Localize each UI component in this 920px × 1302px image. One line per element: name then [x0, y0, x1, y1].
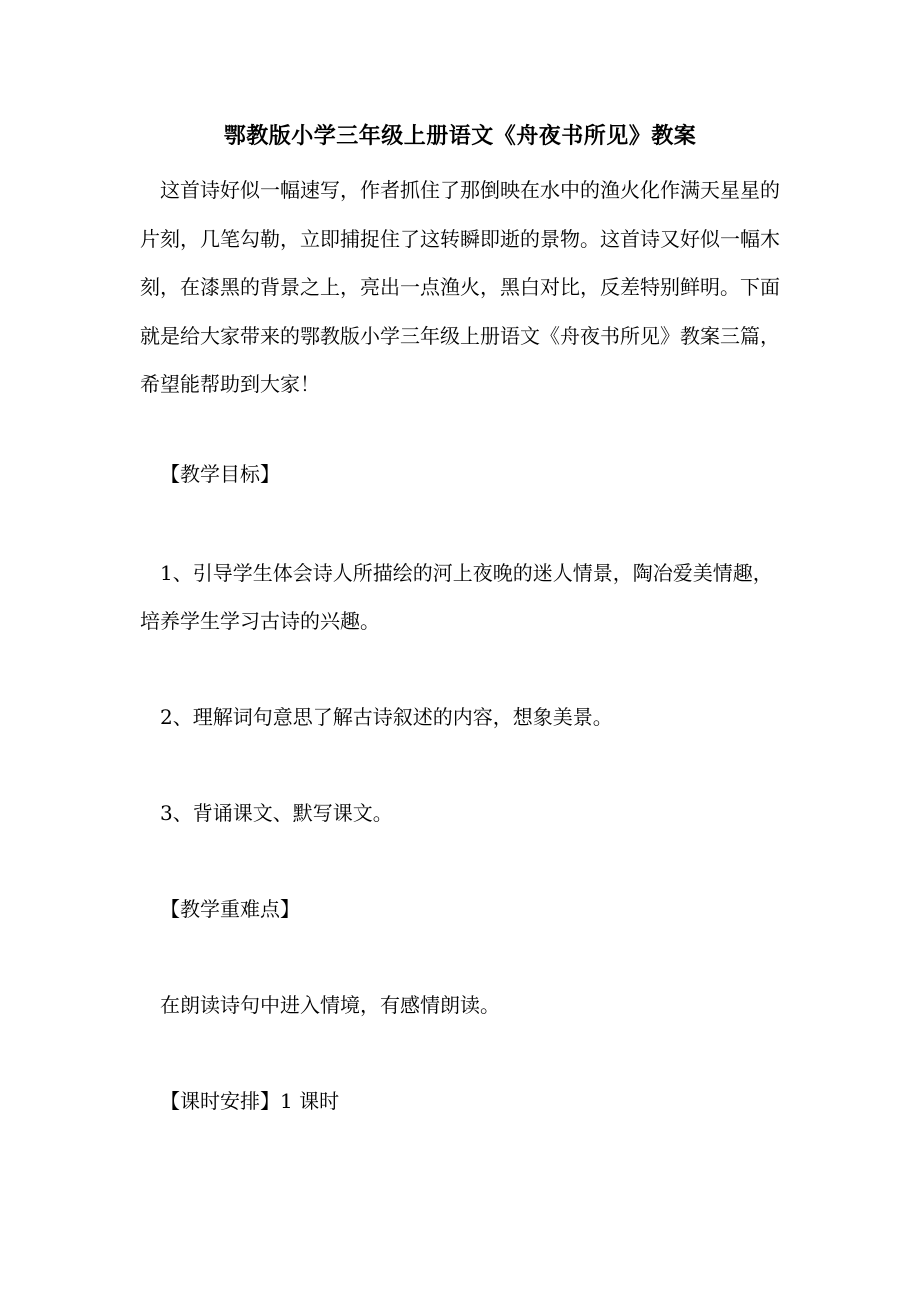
- objective-item-1: 1、引导学生体会诗人所描绘的河上夜晚的迷人情景，陶冶爱美情趣，培养学生学习古诗的兴趣。: [140, 561, 773, 633]
- keypoints-text: 在朗读诗句中进入情境，有感情朗读。: [160, 993, 500, 1017]
- keypoints-heading: 【教学重难点】: [160, 897, 300, 921]
- intro-paragraph: 这首诗好似一幅速写，作者抓住了那倒映在水中的渔火化作满天星星的片刻，几笔勾勒，立即捕捉住了这转瞬即逝的景物。这首诗又好似一幅木刻，在漆黑的背景之上，亮出一点渔火，黑白对比，反差特别鲜明。下面就是给大家带来的鄂教版小学三年级上册语文《舟夜书所见》教案三篇，希望能帮助到大家！: [140, 178, 780, 396]
- document-title: 鄂教版小学三年级上册语文《舟夜书所见》教案: [223, 123, 697, 149]
- schedule-line: 【课时安排】1 课时: [160, 1089, 340, 1113]
- objectives-heading: 【教学目标】: [160, 462, 280, 486]
- objective-item-3: 3、背诵课文、默写课文。: [160, 801, 393, 825]
- objective-item-2: 2、理解词句意思了解古诗叙述的内容，想象美景。: [160, 705, 613, 729]
